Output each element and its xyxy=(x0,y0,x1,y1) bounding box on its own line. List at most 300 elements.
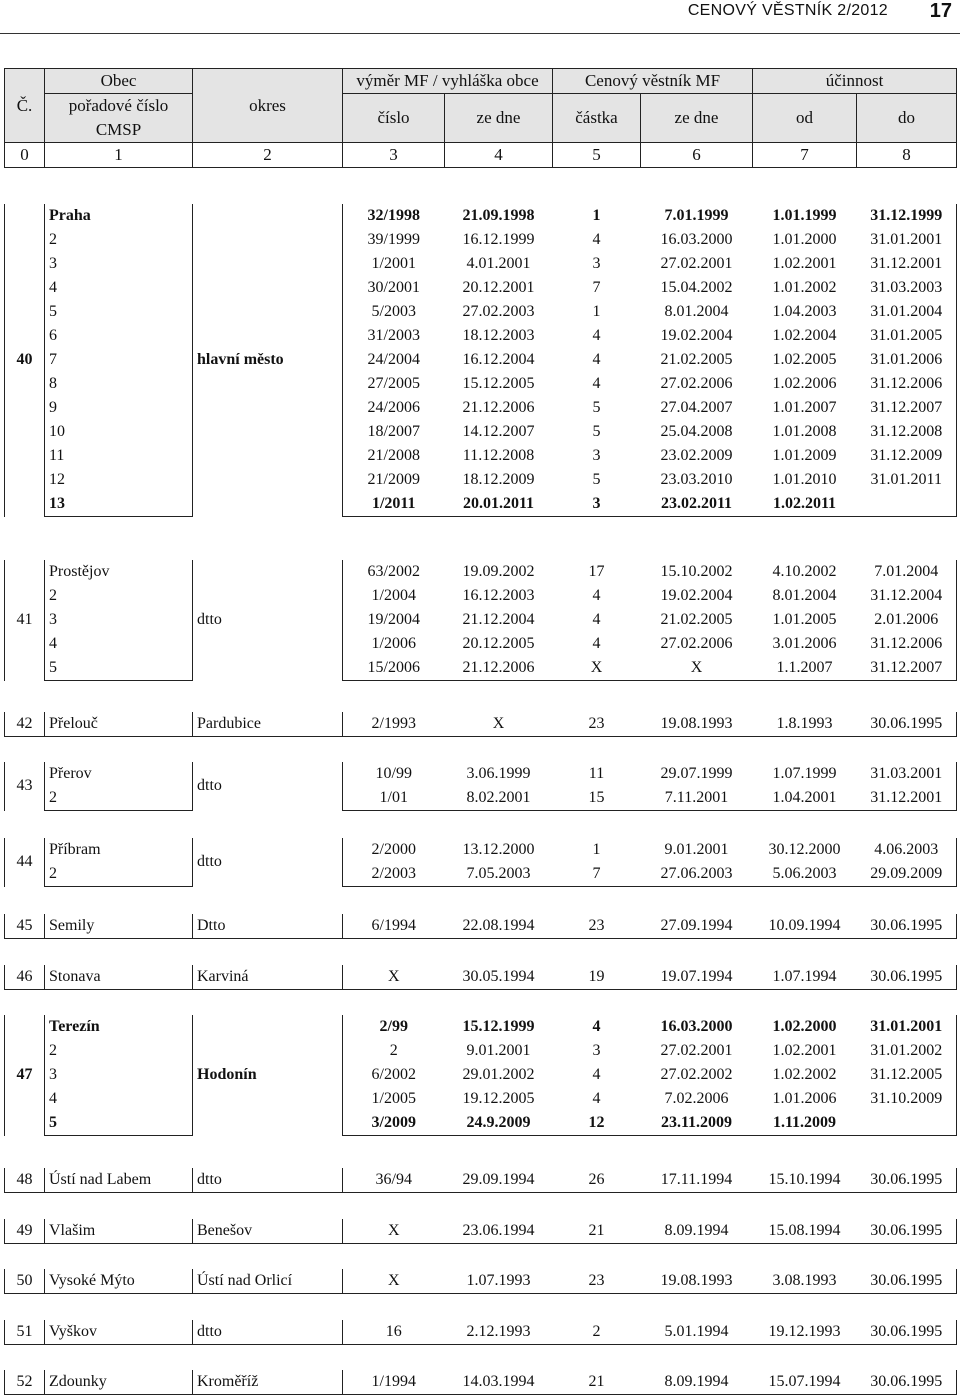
data-cell: 9.01.2001 xyxy=(664,841,729,858)
obec-cell: Prostějov xyxy=(45,560,193,584)
entry-number: 47 xyxy=(5,1015,45,1136)
entry-number: 48 xyxy=(5,1168,45,1193)
data-cell: 30.06.1995 xyxy=(857,1219,957,1244)
data-cell: 27.02.2001 xyxy=(660,1042,733,1059)
data-cell: 16.12.2003 xyxy=(462,587,535,604)
data-cell: 1/2005 xyxy=(371,1090,416,1107)
data-cell: 2.12.1993 xyxy=(445,1320,553,1345)
entry-number: 46 xyxy=(5,965,45,990)
col-ucinnost: účinnost xyxy=(753,69,957,94)
data-cell: 24/2004 xyxy=(367,351,420,368)
okres-cell: dtto xyxy=(193,560,343,681)
data-cell: 21 xyxy=(553,1219,641,1244)
data-cell: 2/1993 xyxy=(343,712,445,737)
data-cell: 27.09.1994 xyxy=(641,914,753,939)
data-cell: 3 xyxy=(592,447,601,464)
data-cell: 2 xyxy=(389,1042,398,1059)
obec-cell: 4 xyxy=(45,632,193,656)
data-cell: 1 xyxy=(592,207,601,224)
data-cell: 3/2009 xyxy=(343,1111,445,1136)
obec-cell: Vlašim xyxy=(45,1219,193,1244)
data-cell: 4.01.2001 xyxy=(466,255,531,272)
col-porad: pořadové číslo xyxy=(45,94,193,119)
obec-cell: 2 xyxy=(45,1039,193,1063)
data-cell: 5/2003 xyxy=(371,303,416,320)
obec-cell: 5 xyxy=(45,1111,193,1136)
entry-number: 40 xyxy=(5,204,45,517)
data-cell: 3.08.1993 xyxy=(753,1269,857,1294)
entry-number: 42 xyxy=(5,712,45,737)
data-cell: 8.01.2004 xyxy=(664,303,729,320)
data-cell: 31.12.1999 xyxy=(857,204,957,228)
obec-cell: 5 xyxy=(45,300,193,324)
table-row xyxy=(5,914,957,939)
data-cell: 15.12.2005 xyxy=(462,375,535,392)
data-cell: 30.06.1995 xyxy=(857,1370,957,1395)
obec-cell: 3 xyxy=(45,608,193,632)
obec-cell: Zdounky xyxy=(45,1370,193,1395)
data-cell: 1.01.2006 xyxy=(772,1090,837,1107)
data-cell: 31.12.2008 xyxy=(857,420,957,444)
data-cell: 16 xyxy=(343,1320,445,1345)
obec-cell: 3 xyxy=(45,1063,193,1087)
data-cell: 1.01.2000 xyxy=(772,231,837,248)
data-cell: 13.12.2000 xyxy=(462,841,535,858)
header-rule xyxy=(0,33,960,34)
data-cell: 5.01.1994 xyxy=(641,1320,753,1345)
entry-block xyxy=(4,1015,957,1136)
data-cell: 16.12.2004 xyxy=(462,351,535,368)
data-cell: 36/94 xyxy=(343,1168,445,1193)
col-vymer: výměr MF / vyhláška obce xyxy=(343,69,553,94)
entry-block xyxy=(4,204,957,517)
col-number: 2 xyxy=(193,143,343,168)
data-cell: 8.01.2004 xyxy=(772,587,837,604)
data-cell: 1/1994 xyxy=(343,1370,445,1395)
obec-cell: Vysoké Mýto xyxy=(45,1269,193,1294)
data-cell: 23.06.1994 xyxy=(445,1219,553,1244)
data-cell: 12 xyxy=(553,1111,641,1136)
data-cell: 31.12.2006 xyxy=(857,632,957,656)
data-cell: 19.02.2004 xyxy=(660,587,733,604)
entry-number: 44 xyxy=(5,838,45,887)
data-cell: 7.05.2003 xyxy=(445,862,553,887)
table-row xyxy=(5,228,957,252)
data-cell: 8.09.1994 xyxy=(641,1370,753,1395)
data-cell: 1.02.2001 xyxy=(772,255,837,272)
data-cell: 1.01.2010 xyxy=(772,471,837,488)
data-cell: 3 xyxy=(553,492,641,517)
table-row xyxy=(5,396,957,420)
col-number: 7 xyxy=(753,143,857,168)
data-cell: 4.10.2002 xyxy=(772,563,837,580)
data-cell: 4 xyxy=(592,327,601,344)
data-cell: 4 xyxy=(592,1066,601,1083)
data-cell: 2.01.2006 xyxy=(857,608,957,632)
data-cell: 30/2001 xyxy=(367,279,420,296)
obec-cell: Stonava xyxy=(45,965,193,990)
data-cell: 15/2006 xyxy=(343,656,445,681)
data-cell: 29.09.2009 xyxy=(857,862,957,887)
entry-block xyxy=(4,1168,957,1193)
data-cell: 31.03.2001 xyxy=(857,762,957,786)
data-cell: 19 xyxy=(553,965,641,990)
data-cell: 27.02.2001 xyxy=(660,255,733,272)
data-cell: 1/2001 xyxy=(371,255,416,272)
table-row xyxy=(5,656,957,681)
data-cell: 4 xyxy=(592,611,601,628)
data-cell: 29.07.1999 xyxy=(660,765,733,782)
data-cell: 31.12.2001 xyxy=(857,786,957,811)
table-row xyxy=(5,444,957,468)
data-cell: 1.02.2002 xyxy=(772,1066,837,1083)
okres-cell: Karviná xyxy=(193,965,343,990)
data-cell: 1.11.2009 xyxy=(753,1111,857,1136)
data-cell: 1.02.2004 xyxy=(772,327,837,344)
data-cell: 1.01.1999 xyxy=(772,207,837,224)
table-row xyxy=(5,786,957,811)
data-cell: 23.02.2011 xyxy=(641,492,753,517)
data-cell: 16.03.2000 xyxy=(660,1018,733,1035)
data-cell: 31.12.2007 xyxy=(857,656,957,681)
table-row xyxy=(5,1087,957,1111)
table-row xyxy=(5,252,957,276)
table-row xyxy=(5,838,957,862)
obec-cell: 8 xyxy=(45,372,193,396)
entry-number: 49 xyxy=(5,1219,45,1244)
data-cell: 5 xyxy=(592,471,601,488)
data-cell: 30.12.2000 xyxy=(768,841,841,858)
data-cell: 1.02.2011 xyxy=(753,492,857,517)
data-cell: 1.01.2005 xyxy=(772,611,837,628)
data-cell: 31.01.2011 xyxy=(857,468,957,492)
data-cell: 19.12.2005 xyxy=(462,1090,535,1107)
table-row xyxy=(5,560,957,584)
data-cell: 7 xyxy=(592,279,601,296)
obec-cell: 3 xyxy=(45,252,193,276)
obec-cell: Vyškov xyxy=(45,1320,193,1345)
data-cell: 21.02.2005 xyxy=(660,351,733,368)
col-okres: okres xyxy=(193,69,343,143)
data-cell: 5.06.2003 xyxy=(753,862,857,887)
entry-number: 45 xyxy=(5,914,45,939)
data-cell: 39/1999 xyxy=(367,231,420,248)
data-cell: 21/2008 xyxy=(367,447,420,464)
data-cell: 8.02.2001 xyxy=(445,786,553,811)
table-row xyxy=(5,348,957,372)
data-cell: 1.01.2002 xyxy=(772,279,837,296)
table-row xyxy=(5,1168,957,1193)
page-header xyxy=(0,0,960,38)
data-cell: 1.04.2001 xyxy=(753,786,857,811)
data-cell: 19/2004 xyxy=(367,611,420,628)
data-cell: 6/1994 xyxy=(343,914,445,939)
data-cell: 1/2011 xyxy=(343,492,445,517)
data-cell: 31.01.2004 xyxy=(857,300,957,324)
data-cell: 6/2002 xyxy=(371,1066,416,1083)
data-cell: X xyxy=(343,1219,445,1244)
col-number: 6 xyxy=(641,143,753,168)
data-cell: 19.08.1993 xyxy=(641,1269,753,1294)
entry-block xyxy=(4,712,957,737)
data-cell: 27.02.2002 xyxy=(660,1066,733,1083)
data-cell: 31/2003 xyxy=(367,327,420,344)
table-header xyxy=(4,68,957,168)
col-cmsp: CMSP xyxy=(45,118,193,143)
col-number: 8 xyxy=(857,143,957,168)
data-cell: 25.04.2008 xyxy=(660,423,733,440)
data-cell: 11.12.2008 xyxy=(462,447,535,464)
data-cell: 1.07.1999 xyxy=(772,765,837,782)
data-cell: 24.9.2009 xyxy=(445,1111,553,1136)
obec-cell: 2 xyxy=(45,584,193,608)
data-cell: X xyxy=(641,656,753,681)
data-cell: 2/2003 xyxy=(343,862,445,887)
data-cell: 19.09.2002 xyxy=(462,563,535,580)
data-cell: 31.12.2009 xyxy=(857,444,957,468)
entry-block xyxy=(4,762,957,811)
data-cell: 22.08.1994 xyxy=(445,914,553,939)
table-row xyxy=(5,492,957,517)
data-cell: 15.04.2002 xyxy=(660,279,733,296)
col-zedne2: ze dne xyxy=(641,94,753,143)
data-cell: 3.01.2006 xyxy=(772,635,837,652)
data-cell: 4 xyxy=(592,635,601,652)
data-cell: 30.06.1995 xyxy=(857,1269,957,1294)
obec-cell: 4 xyxy=(45,276,193,300)
obec-cell: Terezín xyxy=(45,1015,193,1039)
data-cell: 10.09.1994 xyxy=(753,914,857,939)
data-cell: 2 xyxy=(553,1320,641,1345)
data-cell: X xyxy=(445,712,553,737)
data-cell: 63/2002 xyxy=(367,563,420,580)
data-cell: 4 xyxy=(592,587,601,604)
data-cell: 23 xyxy=(553,712,641,737)
data-cell: 20.01.2011 xyxy=(445,492,553,517)
data-cell: 2/99 xyxy=(379,1018,408,1035)
data-cell: 27.04.2007 xyxy=(660,399,733,416)
table-row xyxy=(5,468,957,492)
obec-cell: Semily xyxy=(45,914,193,939)
data-cell: 32/1998 xyxy=(367,207,420,224)
col-do: do xyxy=(857,94,957,143)
data-cell: 1.1.2007 xyxy=(753,656,857,681)
table-row xyxy=(5,608,957,632)
data-cell: 4 xyxy=(592,1090,601,1107)
data-cell: 9.01.2001 xyxy=(466,1042,531,1059)
table-row xyxy=(5,1269,957,1294)
entry-block xyxy=(4,914,957,939)
entry-block xyxy=(4,1269,957,1294)
data-cell: 23 xyxy=(553,1269,641,1294)
data-cell: 31.10.2009 xyxy=(857,1087,957,1111)
data-cell: 5 xyxy=(592,399,601,416)
data-cell: 17 xyxy=(588,563,605,580)
data-cell: 19.07.1994 xyxy=(641,965,753,990)
obec-cell: 2 xyxy=(45,862,193,887)
table-row xyxy=(5,762,957,786)
obec-cell: 9 xyxy=(45,396,193,420)
data-cell: 15 xyxy=(553,786,641,811)
data-cell: 31.12.2001 xyxy=(857,252,957,276)
obec-cell: 2 xyxy=(45,228,193,252)
data-cell: 21.02.2005 xyxy=(660,611,733,628)
okres-cell: dtto xyxy=(193,1168,343,1193)
data-cell: 31.01.2002 xyxy=(857,1039,957,1063)
data-cell: 15.10.1994 xyxy=(753,1168,857,1193)
entry-block xyxy=(4,838,957,887)
table-row xyxy=(5,300,957,324)
data-cell: 20.12.2001 xyxy=(462,279,535,296)
obec-cell: 10 xyxy=(45,420,193,444)
col-number: 4 xyxy=(445,143,553,168)
data-cell: 11 xyxy=(588,765,605,782)
entry-block xyxy=(4,1219,957,1244)
data-cell: 15.07.1994 xyxy=(753,1370,857,1395)
table-row xyxy=(5,1039,957,1063)
obec-cell: 12 xyxy=(45,468,193,492)
data-cell: X xyxy=(343,965,445,990)
data-cell: 7.01.1999 xyxy=(664,207,729,224)
okres-cell: hlavní město xyxy=(193,204,343,517)
table-row xyxy=(5,420,957,444)
data-cell: 3.06.1999 xyxy=(466,765,531,782)
data-cell: 4 xyxy=(592,231,601,248)
data-cell: 18/2007 xyxy=(367,423,420,440)
data-cell: 1/01 xyxy=(343,786,445,811)
data-cell: 14.03.1994 xyxy=(445,1370,553,1395)
table-row xyxy=(5,584,957,608)
data-cell: 21 xyxy=(553,1370,641,1395)
data-cell: 1.07.1994 xyxy=(753,965,857,990)
data-cell: 7.11.2001 xyxy=(641,786,753,811)
data-cell: 7.02.2006 xyxy=(664,1090,729,1107)
data-cell: 31.12.2006 xyxy=(857,372,957,396)
data-cell: 3 xyxy=(592,1042,601,1059)
data-cell: 31.01.2006 xyxy=(857,348,957,372)
entry-number: 41 xyxy=(5,560,45,681)
data-cell: 19.08.1993 xyxy=(641,712,753,737)
data-cell: 26 xyxy=(553,1168,641,1193)
obec-cell: 5 xyxy=(45,656,193,681)
obec-cell: Praha xyxy=(45,204,193,228)
data-cell: 15.10.2002 xyxy=(660,563,733,580)
data-cell: 1 xyxy=(592,841,601,858)
obec-cell: Ústí nad Labem xyxy=(45,1168,193,1193)
data-cell: 10/99 xyxy=(375,765,412,782)
table-row xyxy=(5,862,957,887)
data-cell: 8.09.1994 xyxy=(641,1219,753,1244)
data-cell: 27.02.2006 xyxy=(660,375,733,392)
data-cell: 1.04.2003 xyxy=(772,303,837,320)
table-row xyxy=(5,324,957,348)
table-row xyxy=(5,632,957,656)
data-cell: 30.05.1994 xyxy=(445,965,553,990)
okres-cell: Ústí nad Orlicí xyxy=(193,1269,343,1294)
data-cell xyxy=(857,492,957,517)
col-c: Č. xyxy=(5,69,45,143)
data-cell: 23.02.2009 xyxy=(660,447,733,464)
data-cell: 18.12.2003 xyxy=(462,327,535,344)
entry-block xyxy=(4,1320,957,1345)
table-row xyxy=(5,276,957,300)
data-cell: 23.11.2009 xyxy=(641,1111,753,1136)
okres-cell: Kroměříž xyxy=(193,1370,343,1395)
data-cell: 31.12.2007 xyxy=(857,396,957,420)
data-cell: 1 xyxy=(592,303,601,320)
data-cell: 1.01.2007 xyxy=(772,399,837,416)
data-cell: 17.11.1994 xyxy=(641,1168,753,1193)
okres-cell: Hodonín xyxy=(193,1015,343,1136)
table-row xyxy=(5,1320,957,1345)
data-cell: 31.01.2005 xyxy=(857,324,957,348)
journal-title: CENOVÝ VĚSTNÍK 2/2012 xyxy=(687,2,888,19)
data-cell: 1.07.1993 xyxy=(445,1269,553,1294)
data-cell: X xyxy=(343,1269,445,1294)
data-cell: 4 xyxy=(592,375,601,392)
data-cell: 20.12.2005 xyxy=(462,635,535,652)
table-row xyxy=(5,1111,957,1136)
data-cell: 21.09.1998 xyxy=(462,207,535,224)
okres-cell: dtto xyxy=(193,1320,343,1345)
okres-cell: Benešov xyxy=(193,1219,343,1244)
data-cell: 1.8.1993 xyxy=(753,712,857,737)
entry-number: 52 xyxy=(5,1370,45,1395)
col-cislo: číslo xyxy=(343,94,445,143)
data-cell: 1/2004 xyxy=(371,587,416,604)
data-cell: 1.02.2001 xyxy=(772,1042,837,1059)
data-cell: 21.12.2006 xyxy=(462,399,535,416)
data-cell: 16.12.1999 xyxy=(462,231,535,248)
col-number: 0 xyxy=(5,143,45,168)
page-number: 17 xyxy=(929,0,952,22)
entry-block xyxy=(4,560,957,681)
data-cell: 29.01.2002 xyxy=(462,1066,535,1083)
data-cell: 1.01.2008 xyxy=(772,423,837,440)
data-cell: 16.03.2000 xyxy=(660,231,733,248)
data-cell: 30.06.1995 xyxy=(857,965,957,990)
data-cell: 1.02.2005 xyxy=(772,351,837,368)
data-cell: 4 xyxy=(592,1018,601,1035)
table-row xyxy=(5,1063,957,1087)
table-row xyxy=(5,1015,957,1039)
entry-block xyxy=(4,1370,957,1395)
data-cell: 23.03.2010 xyxy=(660,471,733,488)
data-cell: 7 xyxy=(553,862,641,887)
data-cell: 18.12.2009 xyxy=(462,471,535,488)
entry-block xyxy=(4,965,957,990)
data-cell: 21/2009 xyxy=(367,471,420,488)
data-cell: 19.02.2004 xyxy=(660,327,733,344)
data-cell: 7.01.2004 xyxy=(857,560,957,584)
col-number: 5 xyxy=(553,143,641,168)
obec-cell: Přelouč xyxy=(45,712,193,737)
entry-number: 50 xyxy=(5,1269,45,1294)
data-cell: 5 xyxy=(592,423,601,440)
obec-cell: Příbram xyxy=(45,838,193,862)
data-cell: 31.03.2003 xyxy=(857,276,957,300)
data-cell: 30.06.1995 xyxy=(857,1320,957,1345)
obec-cell: 2 xyxy=(45,786,193,811)
data-cell: 31.01.2001 xyxy=(857,228,957,252)
data-cell: 27.02.2006 xyxy=(660,635,733,652)
data-cell: 4 xyxy=(592,351,601,368)
data-cell: 14.12.2007 xyxy=(462,423,535,440)
obec-cell: 11 xyxy=(45,444,193,468)
col-obec: Obec xyxy=(45,69,193,94)
okres-cell: Pardubice xyxy=(193,712,343,737)
table-row xyxy=(5,712,957,737)
